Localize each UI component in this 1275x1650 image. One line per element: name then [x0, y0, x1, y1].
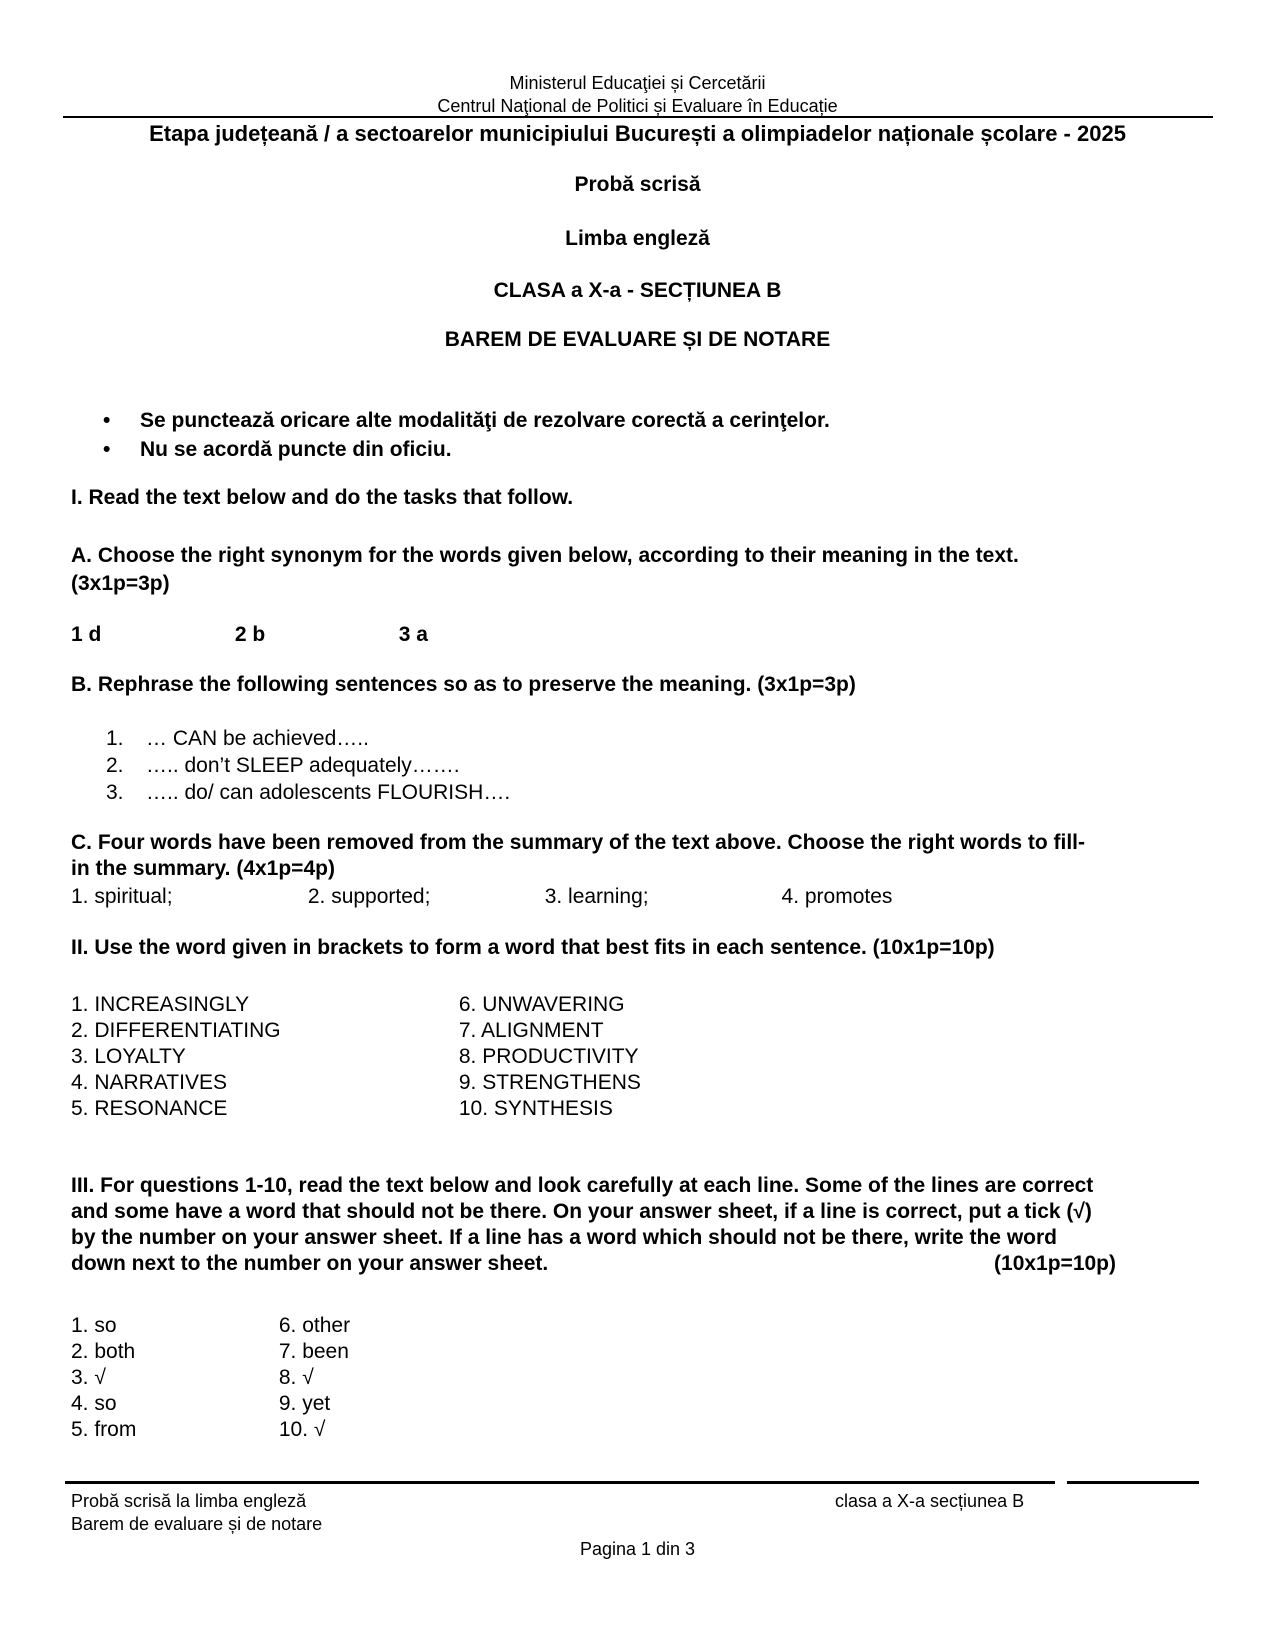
footer-rule-segment — [65, 1481, 1055, 1484]
class-section-title: CLASA a X-a - SECȚIUNEA B — [493, 279, 782, 302]
subject-title: Limba engleză — [565, 227, 710, 250]
section-iii-line: and some have a word that should not be there. On your answer sheet, if a line is correct, put a tick (√) — [71, 1200, 1092, 1223]
task-a-answer: 2 b — [234, 623, 266, 646]
section-ii-answer-row — [71, 1044, 1204, 1070]
section-ii-answers — [71, 992, 1204, 1122]
section-iii-answer: 10. √ — [278, 1418, 326, 1441]
task-b-answer: ….. don’t SLEEP adequately……. — [146, 754, 460, 777]
section-iii-answer: 8. √ — [278, 1366, 314, 1389]
section-ii-answer: 8. PRODUCTIVITY — [458, 1045, 639, 1068]
task-a-heading — [71, 542, 1204, 598]
task-b-answer-row — [71, 752, 1204, 779]
task-c-answers — [71, 885, 1204, 909]
section-ii-answer: 7. ALIGNMENT — [458, 1019, 604, 1042]
section-iii-answer: 1. so — [71, 1314, 117, 1337]
list-number: 2. — [106, 754, 124, 777]
section-iii-answer: 6. other — [278, 1314, 351, 1337]
grading-note-row — [71, 435, 1204, 464]
task-a-answer: 3 a — [398, 623, 428, 646]
footer-rule-gap — [1055, 1481, 1067, 1484]
ministry-header — [71, 72, 1204, 118]
section-iii-points: (10x1p=10p) — [994, 1252, 1116, 1275]
task-a-points: (3x1p=3p) — [71, 572, 170, 595]
footer-left — [71, 1490, 1204, 1536]
ministry-line2: Centrul Naţional de Politici și Evaluare în Educație — [437, 96, 838, 116]
section-iii-line: by the number on your answer sheet. If a line has a word which should not be there, write the word — [71, 1226, 1057, 1249]
section-iii-answer: 3. √ — [71, 1366, 106, 1389]
section-ii-answer: 9. STRENGTHENS — [458, 1071, 641, 1094]
exam-type-title: Probă scrisă — [574, 173, 701, 196]
task-b-answers — [71, 725, 1204, 806]
section-ii-answer-row — [71, 992, 1204, 1018]
section-iii-answer-row — [71, 1365, 1204, 1391]
stage-title: Etapa județeană / a sectoarelor municipiului București a olimpiadelor naționale școlare - 2025 — [149, 121, 1126, 146]
grading-note-text: Se punctează oricare alte modalităţi de rezolvare corectă a cerinţelor. — [140, 409, 830, 432]
section-i-heading: I. Read the text below and do the tasks that follow. — [71, 486, 574, 509]
section-iii-line-text: down next to the number on your answer sheet. — [71, 1252, 549, 1275]
task-c-heading — [71, 830, 1204, 882]
section-iii-line — [71, 1251, 1204, 1277]
page-number: Pagina 1 din 3 — [579, 1539, 696, 1559]
section-ii-heading: II. Use the word given in brackets to form a word that best fits in each sentence. (10x1p=10p) — [71, 936, 995, 959]
task-b-answer-row — [71, 725, 1204, 752]
section-ii-answer: 4. NARRATIVES — [71, 1071, 227, 1094]
section-iii-answer: 2. both — [71, 1340, 136, 1363]
section-ii-answer: 5. RESONANCE — [71, 1097, 228, 1120]
task-a-answers — [71, 623, 1204, 647]
footer-class-label: clasa a X-a secțiunea B — [835, 1491, 1025, 1511]
footer-rule — [65, 1481, 1213, 1484]
section-iii-answers — [71, 1313, 1204, 1443]
section-ii-answer: 2. DIFFERENTIATING — [71, 1019, 281, 1042]
section-iii-answer-row — [71, 1391, 1204, 1417]
task-a-answer: 1 d — [71, 623, 102, 646]
section-iii-answer: 4. so — [71, 1392, 117, 1415]
section-ii-answer: 3. LOYALTY — [71, 1045, 186, 1068]
task-c-answer: 4. promotes — [781, 885, 893, 908]
grading-notes — [71, 406, 1204, 464]
section-iii-answer-row — [71, 1339, 1204, 1365]
task-c-answer: 1. spiritual; — [71, 885, 173, 908]
task-b-answer: … CAN be achieved….. — [146, 727, 369, 750]
bullet-icon: • — [103, 438, 111, 461]
task-a-heading-line1: A. Choose the right synonym for the words given below, according to their meaning in the text. — [71, 544, 1019, 567]
section-iii-answer: 9. yet — [278, 1392, 331, 1415]
section-ii-answer: 6. UNWAVERING — [458, 993, 625, 1016]
section-iii-answer: 7. been — [278, 1340, 349, 1363]
task-b-answer: ….. do/ can adolescents FLOURISH…. — [146, 781, 511, 804]
footer-doc-label: Barem de evaluare și de notare — [71, 1514, 323, 1534]
task-c-heading-line2: in the summary. (4x1p=4p) — [71, 857, 335, 880]
section-iii-line: III. For questions 1-10, read the text below and look carefully at each line. Some of the lines are correct — [71, 1174, 1094, 1197]
list-number: 3. — [106, 781, 124, 804]
section-iii-answer-row — [71, 1417, 1204, 1443]
task-c-answer: 3. learning; — [544, 885, 649, 908]
grading-note-text: Nu se acordă puncte din oficiu. — [140, 438, 452, 461]
task-c-answer: 2. supported; — [307, 885, 431, 908]
section-iii-answer-row — [71, 1313, 1204, 1339]
section-iii-answer: 5. from — [71, 1418, 137, 1441]
section-ii-answer: 10. SYNTHESIS — [458, 1097, 613, 1120]
section-ii-answer-row — [71, 1070, 1204, 1096]
header-rule — [63, 116, 1213, 118]
ministry-line1: Ministerul Educaţiei și Cercetării — [509, 73, 766, 93]
task-c-heading-line1: C. Four words have been removed from the summary of the text above. Choose the right words to fill- — [71, 831, 1085, 854]
footer-rule-segment — [1067, 1481, 1199, 1484]
section-ii-answer-row — [71, 1096, 1204, 1122]
task-b-answer-row — [71, 779, 1204, 806]
footer-exam-label: Probă scrisă la limba engleză — [71, 1491, 307, 1511]
grading-note-row — [71, 406, 1204, 435]
bullet-icon: • — [103, 409, 111, 432]
section-iii-heading — [71, 1173, 1204, 1277]
section-ii-answer-row — [71, 1018, 1204, 1044]
document-title: BAREM DE EVALUARE ȘI DE NOTARE — [444, 328, 831, 351]
task-b-heading: B. Rephrase the following sentences so as to preserve the meaning. (3x1p=3p) — [71, 673, 856, 696]
section-ii-answer: 1. INCREASINGLY — [71, 993, 250, 1016]
list-number: 1. — [106, 727, 124, 750]
